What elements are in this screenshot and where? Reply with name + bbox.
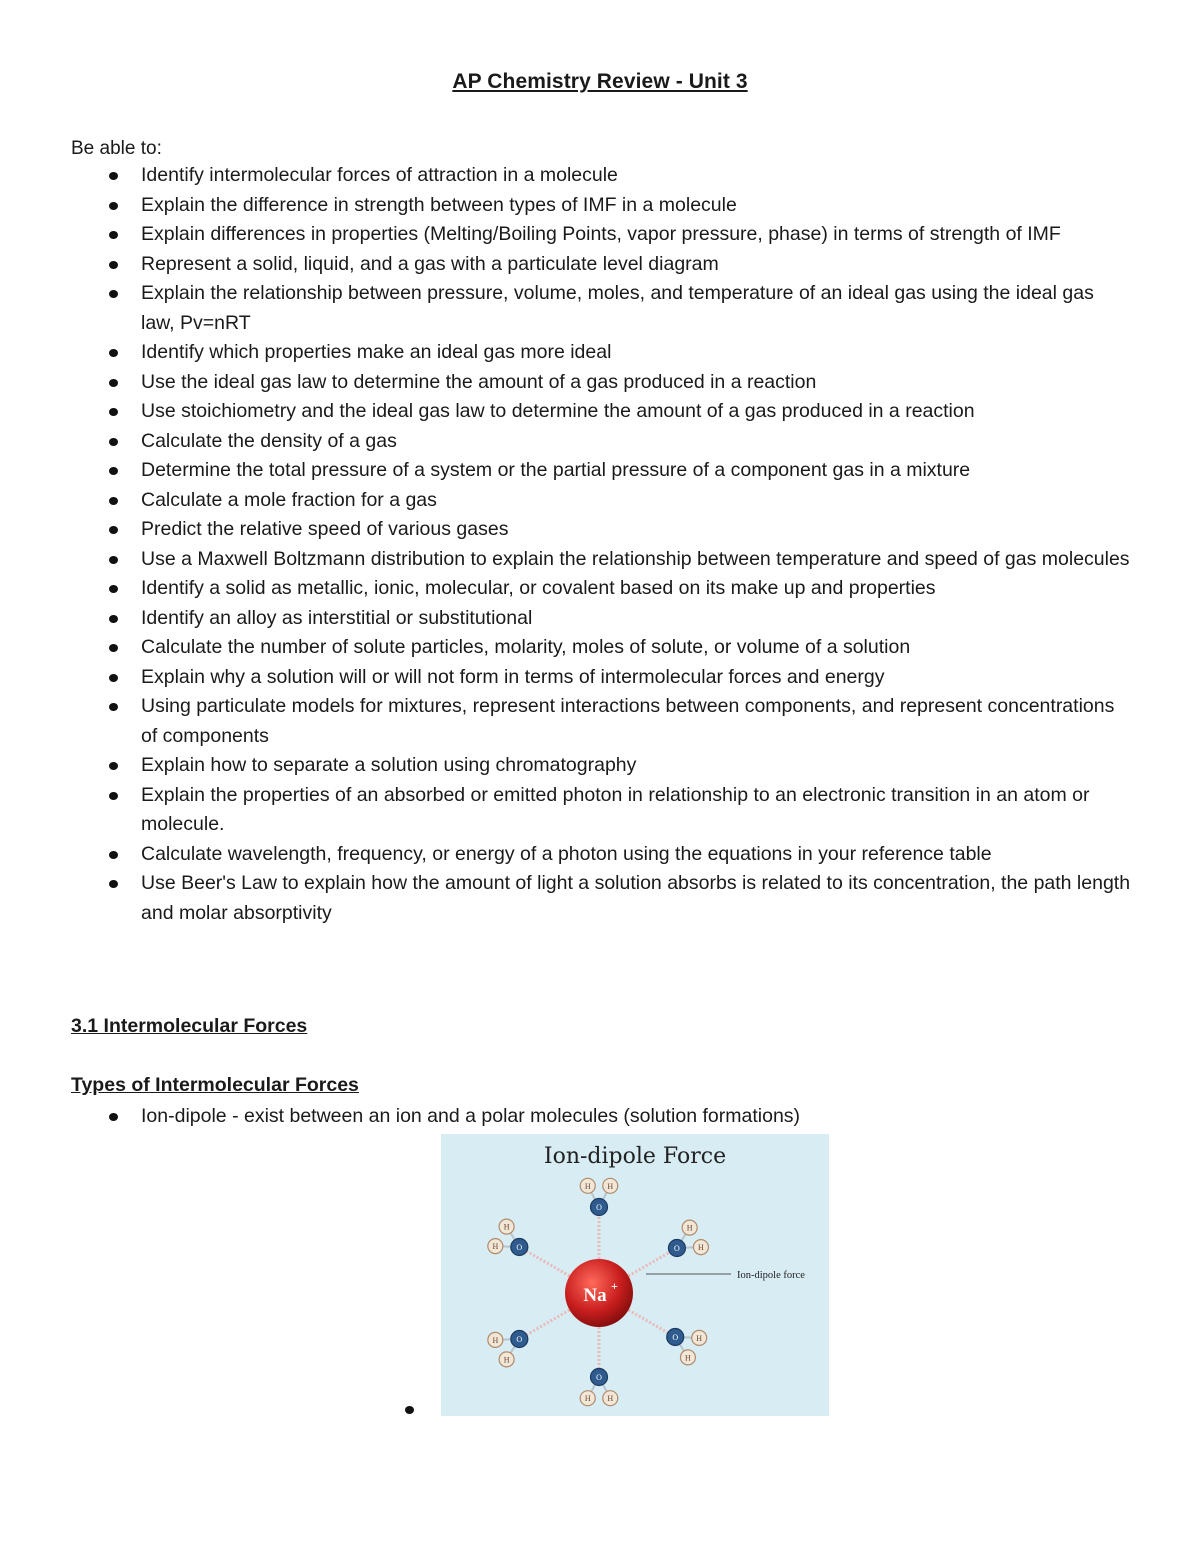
ion-dipole-figure: [441, 1134, 829, 1416]
objective-item: [71, 250, 1131, 280]
objective-item: [71, 368, 1131, 398]
objective-item: [71, 781, 1131, 840]
list-bullet-icon: [109, 1113, 118, 1121]
list-bullet-icon: [405, 1406, 414, 1414]
list-item-text: Use stoichiometry and the ideal gas law to determine the amount of a gas produced in a reaction: [141, 400, 975, 422]
oxygen-label: O: [516, 1335, 523, 1344]
objective-item: [71, 338, 1131, 368]
list-bullet-icon: [109, 202, 118, 210]
oxygen-label: O: [596, 1373, 602, 1382]
list-bullet-icon: [109, 526, 118, 534]
oxygen-label: O: [672, 1333, 679, 1342]
list-item-text: Explain why a solution will or will not form in terms of intermolecular forces and energy: [141, 665, 885, 688]
objective-item: [71, 220, 1131, 250]
list-item-text: Explain the difference in strength between types of IMF in a molecule: [141, 193, 737, 216]
list-item-text: Use Beer's Law to explain how the amount of light a solution absorbs is related to its concentration, the path length and molar absorptivity: [141, 872, 1131, 924]
objective-item: [71, 191, 1131, 221]
objective-item: [71, 279, 1131, 338]
list-item-text: Calculate wavelength, frequency, or energy of a photon using the equations in your reference table: [141, 842, 992, 865]
oxygen-label: O: [516, 1243, 523, 1252]
list-bullet-icon: [109, 172, 118, 180]
objective-item: [71, 456, 1131, 486]
ion-dipole-attraction-line: [628, 1310, 667, 1333]
objective-item: [71, 663, 1131, 693]
list-item-text: Calculate the number of solute particles, molarity, moles of solute, or volume of a solution: [141, 636, 911, 658]
list-item-text: Explain differences in properties (Melting/Boiling Points, vapor pressure, phase) in terms of strength of IMF: [141, 223, 1061, 245]
objective-item: [71, 692, 1131, 751]
list-bullet-icon: [109, 408, 118, 416]
intro-text: Be able to:: [71, 138, 162, 159]
hydrogen-label: H: [698, 1243, 704, 1253]
list-item-text: Explain how to separate a solution using chromatography: [141, 754, 637, 776]
list-item-text: Use the ideal gas law to determine the amount of a gas produced in a reaction: [141, 370, 817, 393]
hydrogen-label: H: [685, 1353, 691, 1363]
list-bullet-icon: [109, 290, 118, 298]
objective-item: [71, 751, 1131, 781]
list-item-text: Identify intermolecular forces of attraction in a molecule: [141, 164, 618, 186]
ion-dipole-attraction-line: [527, 1252, 569, 1277]
list-item-text: Predict the relative speed of various gases: [141, 518, 509, 540]
list-bullet-icon: [109, 851, 118, 859]
objective-item: [71, 161, 1131, 191]
list-item-text: Ion-dipole - exist between an ion and a polar molecules (solution formations): [141, 1105, 801, 1127]
ion-dipole-diagram: [441, 1134, 829, 1416]
list-bullet-icon: [109, 261, 118, 269]
list-item-text: Determine the total pressure of a system or the partial pressure of a component gas in a mixture: [141, 459, 971, 481]
hydrogen-label: H: [686, 1223, 693, 1233]
list-bullet-icon: [109, 497, 118, 505]
oxygen-label: O: [674, 1244, 680, 1253]
hydrogen-label: H: [607, 1394, 614, 1404]
list-bullet-icon: [109, 349, 118, 357]
list-bullet-icon: [109, 703, 118, 711]
list-bullet-icon: [109, 792, 118, 800]
hydrogen-label: H: [584, 1181, 591, 1191]
hydrogen-label: H: [607, 1181, 614, 1191]
hydrogen-label: H: [503, 1355, 510, 1365]
objective-item: [71, 427, 1131, 457]
hydrogen-label: H: [503, 1222, 510, 1232]
sodium-ion-label: Na: [583, 1285, 607, 1306]
ion-dipole-attraction-line: [628, 1253, 669, 1277]
objective-item: [71, 633, 1131, 663]
hydrogen-label: H: [584, 1394, 591, 1404]
objective-item: [71, 397, 1131, 427]
list-bullet-icon: [109, 231, 118, 239]
list-item-text: Identify a solid as metallic, ionic, molecular, or covalent based on its make up and properties: [141, 577, 936, 599]
objective-item: [71, 604, 1131, 634]
hydrogen-label: H: [696, 1333, 703, 1343]
objective-item: [71, 486, 1131, 516]
objective-item: [71, 574, 1131, 604]
objective-item: [71, 545, 1131, 575]
list-bullet-icon: [109, 467, 118, 475]
list-bullet-icon: [109, 585, 118, 593]
list-bullet-icon: [109, 762, 118, 770]
section-heading-3-1: 3.1 Intermolecular Forces: [71, 1015, 308, 1037]
objectives-list: [71, 161, 1131, 928]
list-item-text: Using particulate models for mixtures, represent interactions between components, and represent concentrations of components: [141, 695, 1115, 747]
list-item-text: Calculate the density of a gas: [141, 429, 397, 452]
objective-item: [71, 840, 1131, 870]
list-bullet-icon: [109, 615, 118, 623]
page-title: AP Chemistry Review - Unit 3: [452, 70, 748, 93]
imf-type-item: [71, 1102, 1131, 1132]
types-heading: Types of Intermolecular Forces: [71, 1074, 359, 1096]
hydrogen-label: H: [492, 1242, 499, 1252]
imf-types-list: [71, 1102, 1131, 1132]
list-item-text: Explain the properties of an absorbed or emitted photon in relationship to an electronic transition in an atom or molecule.: [141, 783, 1090, 835]
objective-item: [71, 515, 1131, 545]
callout-label: Ion-dipole force: [737, 1270, 805, 1281]
list-bullet-icon: [109, 674, 118, 682]
list-item-text: Explain the relationship between pressure, volume, moles, and temperature of an ideal gas using the ideal gas law, Pv=nRT: [141, 282, 1094, 334]
list-bullet-icon: [109, 438, 118, 446]
list-item-text: Represent a solid, liquid, and a gas with a particulate level diagram: [141, 252, 719, 275]
list-bullet-icon: [109, 379, 118, 387]
list-bullet-icon: [109, 644, 118, 652]
list-bullet-icon: [109, 556, 118, 564]
objective-item: [71, 869, 1131, 928]
list-bullet-icon: [109, 880, 118, 888]
sodium-ion-charge: +: [611, 1279, 618, 1293]
list-item-text: Calculate a mole fraction for a gas: [141, 488, 437, 511]
figure-title: Ion-dipole Force: [543, 1144, 727, 1169]
ion-dipole-attraction-line: [527, 1310, 569, 1335]
list-item-text: Use a Maxwell Boltzmann distribution to explain the relationship between temperature and speed of gas molecules: [141, 547, 1130, 570]
oxygen-label: O: [596, 1203, 602, 1212]
hydrogen-label: H: [492, 1335, 499, 1345]
list-item-text: Identify which properties make an ideal gas more ideal: [141, 341, 612, 363]
list-item-text: Identify an alloy as interstitial or substitutional: [141, 606, 533, 629]
